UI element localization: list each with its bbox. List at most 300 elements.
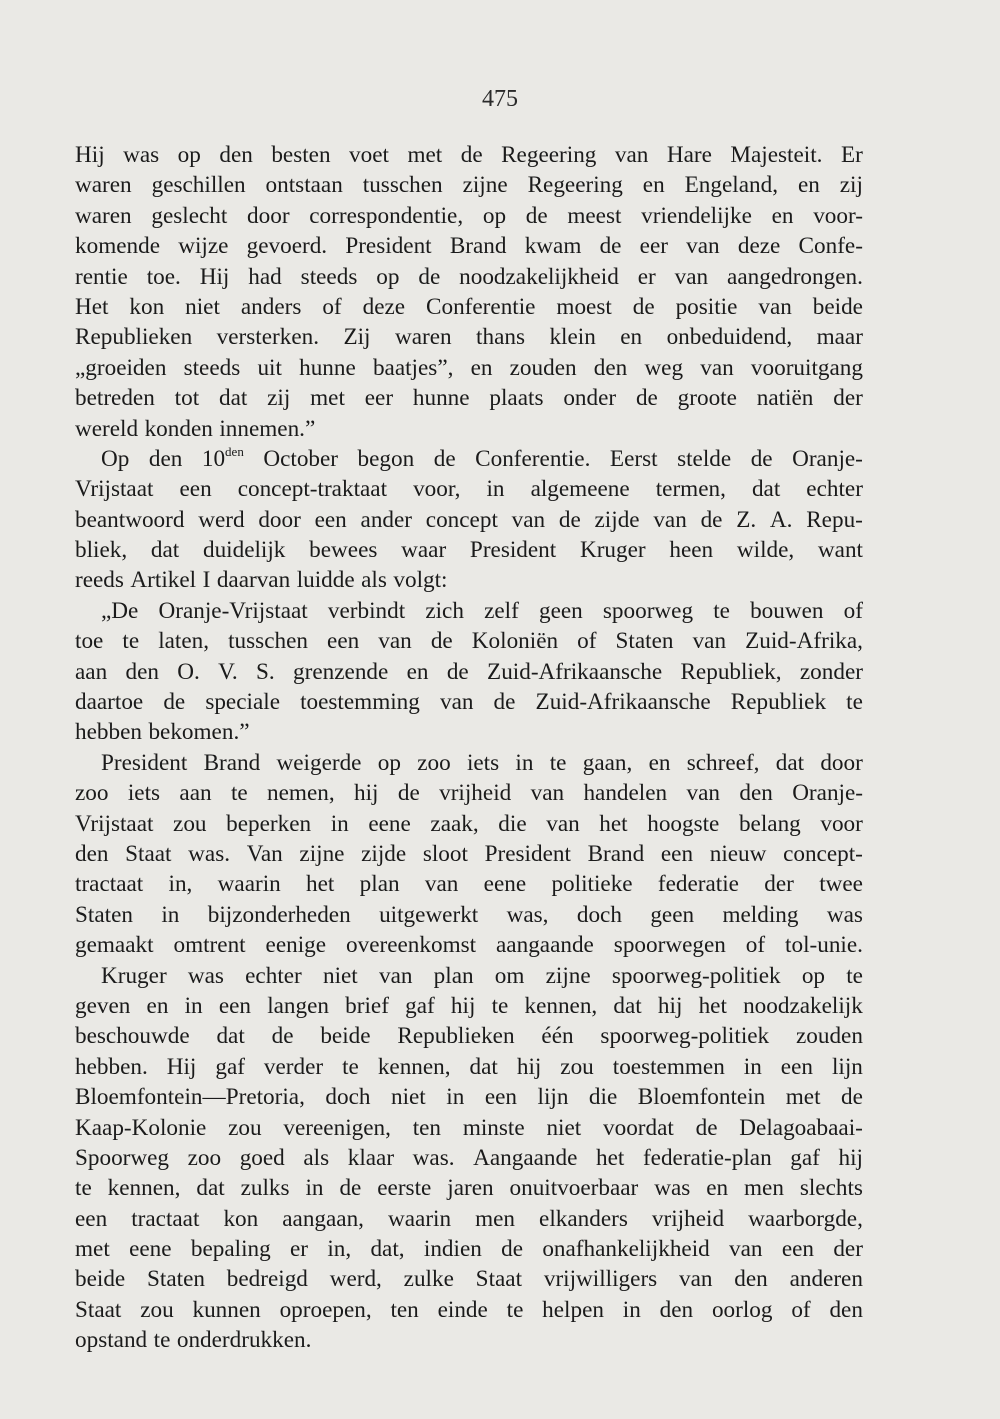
- word: der: [833, 1236, 863, 1263]
- text-line: [75, 140, 863, 170]
- word: gevoerd.: [246, 233, 328, 260]
- word: de: [750, 445, 773, 472]
- word: Regeering: [527, 172, 623, 199]
- word: bewees: [309, 537, 378, 564]
- text-line: [75, 262, 863, 292]
- word: Confe-: [798, 233, 863, 260]
- word: op: [482, 202, 507, 229]
- word: I: [202, 567, 211, 594]
- word: niet: [390, 1084, 426, 1111]
- word: de: [397, 780, 420, 807]
- word: de: [635, 385, 658, 412]
- body-text: [75, 140, 863, 1356]
- word: algemeene: [530, 476, 630, 503]
- word: was: [123, 142, 160, 168]
- text-line: [75, 1264, 863, 1294]
- word: door: [247, 202, 290, 229]
- word: in: [743, 1053, 762, 1080]
- word: begon: [357, 445, 415, 472]
- word: hij: [838, 1144, 863, 1171]
- word: Kruger: [579, 537, 646, 564]
- word: waren: [75, 172, 132, 199]
- word: plaats: [489, 385, 544, 412]
- word: federatie: [657, 871, 739, 898]
- word: iets: [127, 780, 161, 807]
- word: goed: [239, 1144, 285, 1171]
- word: was.: [188, 840, 231, 867]
- word: den: [148, 445, 183, 472]
- word: het: [698, 992, 727, 1019]
- word: helpen: [542, 1296, 604, 1323]
- word: waar: [401, 537, 447, 564]
- word: in: [515, 749, 534, 776]
- word: bouwen: [750, 597, 824, 624]
- word: stelde: [677, 445, 732, 472]
- word: de: [271, 1023, 294, 1050]
- page-number: 475: [482, 86, 518, 112]
- word: de: [525, 202, 548, 229]
- word: Brand: [587, 840, 645, 867]
- word: ten: [412, 1114, 442, 1141]
- word: federatie-plan: [642, 1144, 772, 1171]
- word: onder: [563, 385, 617, 412]
- word: gemaakt: [75, 932, 154, 959]
- word: gaf: [215, 1053, 245, 1080]
- word: de: [430, 628, 453, 655]
- word: twee: [819, 871, 863, 898]
- word: Aangaande: [473, 1144, 578, 1171]
- word: elkanders: [539, 1205, 628, 1232]
- word: den: [659, 1296, 694, 1323]
- word: in: [486, 476, 505, 503]
- word: toestemmen: [612, 1053, 725, 1080]
- word: als: [303, 1144, 330, 1171]
- word: moest: [556, 293, 612, 320]
- word: in: [446, 1084, 465, 1111]
- word: de: [700, 506, 723, 533]
- word: Staten: [75, 901, 133, 928]
- word: eer: [639, 233, 668, 260]
- word: gaf: [405, 992, 435, 1019]
- word: spoorweg-politiek: [611, 962, 781, 989]
- word: er: [290, 1236, 309, 1263]
- word: de: [558, 506, 581, 533]
- text-line: [75, 930, 863, 960]
- word: of: [577, 628, 597, 655]
- word: tractaat: [75, 871, 144, 898]
- word: beperken: [226, 810, 312, 837]
- word: werd,: [329, 1266, 382, 1293]
- word: eenige: [265, 932, 327, 959]
- word: schreef,: [686, 749, 760, 776]
- word: wereld: [75, 415, 139, 442]
- word: in: [622, 1296, 641, 1323]
- word: Zuid-Afrika,: [745, 628, 863, 655]
- word: door: [258, 506, 301, 533]
- word: het: [599, 810, 628, 837]
- word: speciale: [205, 689, 280, 716]
- text-line: [75, 961, 863, 991]
- word: de: [695, 1114, 718, 1141]
- word: Engeland,: [684, 172, 778, 199]
- word: geschillen: [151, 172, 246, 199]
- word: V.: [218, 658, 238, 685]
- word: sloot: [422, 840, 468, 867]
- word: toestemming: [300, 689, 420, 716]
- text-line: [75, 1234, 863, 1264]
- word: van: [653, 506, 687, 533]
- word: zijde: [594, 506, 640, 533]
- word: Het: [75, 293, 109, 320]
- word: doch: [576, 901, 622, 928]
- word: hebben.: [75, 1053, 148, 1080]
- word: eene: [368, 810, 411, 837]
- word: slechts: [799, 1175, 863, 1202]
- text-line: [75, 1325, 863, 1355]
- word: de: [433, 445, 456, 472]
- text-line: [75, 1204, 863, 1234]
- word: geen: [650, 901, 695, 928]
- word: der: [764, 871, 794, 898]
- word: bedreigd: [226, 1266, 308, 1293]
- text-line: [75, 809, 863, 839]
- word: spoorweg-politiek: [600, 1023, 770, 1050]
- word: het: [306, 871, 335, 898]
- word: President: [484, 840, 571, 867]
- word: van: [674, 263, 709, 290]
- word: was: [654, 1175, 691, 1202]
- word: der: [833, 385, 863, 412]
- word: dat: [775, 749, 805, 776]
- word: te: [230, 780, 248, 807]
- word: O.: [177, 658, 200, 685]
- word: vrijwilligers: [543, 1266, 658, 1293]
- word: te: [549, 749, 567, 776]
- word: hoogste: [647, 810, 720, 837]
- word: te: [342, 1053, 359, 1080]
- word: en: [146, 992, 169, 1019]
- word: beantwoord: [75, 506, 185, 533]
- word: was: [187, 962, 224, 989]
- word: eene: [129, 1236, 172, 1263]
- word: nemen,: [267, 780, 335, 807]
- word: zij: [267, 385, 291, 412]
- word: en: [470, 354, 493, 381]
- word: deze: [362, 293, 406, 320]
- word: oproepen,: [279, 1296, 372, 1323]
- word: steeds: [183, 354, 241, 381]
- word: vrijheid: [651, 1205, 725, 1232]
- word: een: [75, 1205, 108, 1232]
- text-line: [75, 535, 863, 565]
- word: van: [439, 689, 474, 716]
- word: Vrijstaat: [75, 476, 154, 503]
- word: vooruitgang: [750, 354, 863, 381]
- word: ontstaan: [265, 172, 343, 199]
- word: Van: [246, 840, 283, 867]
- word: Regeering: [501, 142, 597, 168]
- word: het: [596, 1144, 625, 1171]
- word: politieke: [551, 871, 633, 898]
- word: Staten: [147, 1266, 205, 1293]
- word: op: [377, 749, 401, 776]
- text-line: [75, 596, 863, 626]
- word: den: [829, 1296, 863, 1323]
- word: waarin: [388, 1205, 452, 1232]
- word: geven: [75, 992, 131, 1019]
- word: geen: [538, 597, 583, 624]
- word: en: [648, 749, 671, 776]
- word: een: [327, 628, 360, 655]
- text-line: [75, 231, 863, 261]
- word: Vrijstaat: [75, 810, 154, 837]
- word: klein: [549, 324, 596, 351]
- word: Oranje-: [792, 780, 863, 807]
- word: echter: [806, 476, 863, 503]
- word: Staat: [475, 1266, 523, 1293]
- word: te: [713, 597, 730, 624]
- word: melding: [722, 901, 799, 928]
- word: zou: [140, 1296, 174, 1323]
- text-line: [75, 292, 863, 322]
- word: in,: [327, 1236, 352, 1263]
- word: van: [686, 780, 720, 807]
- word: Staat: [75, 1296, 122, 1323]
- word: door: [820, 749, 863, 776]
- word: reeds: [75, 567, 124, 594]
- word: van: [530, 780, 565, 807]
- text-line: [75, 1052, 863, 1082]
- word: S.: [256, 658, 275, 685]
- word: den: [739, 780, 773, 807]
- word: kennen,: [377, 1053, 451, 1080]
- word: Repu-: [806, 506, 863, 533]
- word: kennen,: [524, 992, 598, 1019]
- word: Staat: [125, 840, 172, 867]
- word: hebben: [75, 719, 142, 746]
- text-line: [75, 1143, 863, 1173]
- word: ander: [360, 506, 413, 533]
- word: dat: [196, 1175, 225, 1202]
- word: van: [729, 1236, 763, 1263]
- word: Delagoabaai-: [739, 1114, 863, 1141]
- word: van: [424, 871, 459, 898]
- word: waarborgde,: [748, 1205, 863, 1232]
- word: en: [642, 172, 665, 199]
- word: te: [491, 992, 509, 1019]
- word: in: [330, 810, 349, 837]
- word: October: [263, 445, 339, 472]
- word: kunnen: [192, 1296, 261, 1323]
- word: zelf: [484, 597, 519, 624]
- word: minste: [462, 1114, 525, 1141]
- word: hij: [354, 780, 379, 807]
- word: te: [846, 689, 863, 716]
- word: noodzakelijkheid: [459, 263, 619, 290]
- word: zou: [173, 810, 207, 837]
- word: voor-: [813, 202, 863, 229]
- word: volgt:: [393, 567, 448, 594]
- word: laten,: [158, 628, 210, 655]
- word: plan: [359, 871, 400, 898]
- word: thans: [476, 324, 525, 351]
- word: waarin: [217, 871, 281, 898]
- word: maar: [816, 324, 863, 351]
- word: einde: [437, 1296, 488, 1323]
- word: van: [692, 628, 727, 655]
- word: echter: [245, 962, 302, 989]
- word: vrijheid: [439, 780, 512, 807]
- word: Conferentie.: [475, 445, 591, 472]
- word: een: [780, 1053, 813, 1080]
- word: Brand: [203, 749, 261, 776]
- word: bekomen.”: [148, 719, 250, 746]
- word: plan: [433, 962, 474, 989]
- word: „De: [101, 597, 139, 624]
- text-line: [75, 626, 863, 656]
- word: Eerst: [609, 445, 658, 472]
- word: Bloemfontein: [637, 1084, 766, 1111]
- word: die: [498, 810, 527, 837]
- text-line: [75, 1295, 863, 1325]
- word: Spoorweg: [75, 1144, 170, 1171]
- word: de: [418, 263, 441, 290]
- word: rentie: [75, 263, 128, 290]
- word: indien: [423, 1236, 482, 1263]
- word: niet: [546, 1114, 582, 1141]
- word: „groeiden: [75, 354, 167, 381]
- word: tot: [174, 385, 200, 412]
- word: en: [797, 172, 820, 199]
- text-line: [75, 991, 863, 1021]
- word: den: [734, 1266, 768, 1293]
- word: zijne: [462, 172, 508, 199]
- text-line: [75, 383, 863, 413]
- word: niet: [185, 293, 220, 320]
- word: te: [153, 1327, 171, 1354]
- word: met: [407, 142, 443, 168]
- word: Kaap-Kolonie: [75, 1114, 207, 1141]
- word: aangaan,: [282, 1205, 364, 1232]
- word: van: [700, 354, 734, 381]
- word: hij: [516, 1053, 542, 1080]
- word: onuitvoerbaar: [509, 1175, 639, 1202]
- word: van: [758, 293, 792, 320]
- word: te: [506, 1296, 524, 1323]
- word: Brand: [449, 233, 507, 260]
- word: weg: [644, 354, 684, 381]
- word: Z.: [736, 506, 757, 533]
- word: voordat: [603, 1114, 674, 1141]
- word: de: [841, 1084, 863, 1111]
- text-line: [75, 657, 863, 687]
- word: deze: [737, 233, 781, 260]
- word: want: [817, 537, 863, 564]
- word: van: [378, 962, 413, 989]
- text-line: [75, 444, 863, 474]
- word: spoorwegen: [613, 932, 726, 959]
- word: konden: [144, 415, 213, 442]
- word: beide: [75, 1266, 126, 1293]
- word: oorlog: [711, 1296, 773, 1323]
- word: termen,: [655, 476, 726, 503]
- word: en: [771, 202, 794, 229]
- word: $10^{den}$: [201, 443, 244, 472]
- word: President: [469, 537, 557, 564]
- word: voet: [349, 142, 389, 168]
- word: groote: [677, 385, 737, 412]
- word: en: [620, 324, 643, 351]
- word: van: [511, 506, 546, 533]
- word: zoo: [417, 749, 451, 776]
- text-line: [75, 900, 863, 930]
- word: Conferentie: [426, 293, 536, 320]
- word: aan: [179, 780, 212, 807]
- word: in: [305, 1175, 324, 1202]
- word: positie: [675, 293, 738, 320]
- word: men: [475, 1205, 516, 1232]
- word: voor: [820, 810, 863, 837]
- word: meest: [567, 202, 622, 229]
- word: van: [378, 628, 412, 655]
- text-line: [75, 414, 863, 444]
- word: nieuw: [709, 840, 767, 867]
- word: om: [494, 962, 525, 989]
- word: zaak,: [430, 810, 479, 837]
- word: Oranje-: [792, 445, 863, 472]
- word: van: [679, 1266, 713, 1293]
- word: wilde,: [736, 537, 795, 564]
- word: of: [843, 597, 863, 624]
- word: Hij: [75, 142, 105, 168]
- word: doch: [325, 1084, 371, 1111]
- word: lijn: [831, 1053, 863, 1080]
- word: zoo: [187, 1144, 222, 1171]
- word: omtrent: [173, 932, 246, 959]
- word: waren: [394, 324, 452, 351]
- word: aangedrongen.: [727, 263, 863, 290]
- word: of: [791, 1296, 811, 1323]
- word: versterken.: [216, 324, 320, 351]
- word: Republieken: [397, 1023, 515, 1050]
- word: had: [248, 263, 282, 290]
- word: Staten: [615, 628, 674, 655]
- text-line: [75, 778, 863, 808]
- word: of: [745, 932, 766, 959]
- word: overeenkomst: [346, 932, 477, 959]
- word: die: [588, 1084, 618, 1111]
- word: werd: [198, 506, 245, 533]
- word: tusschen: [362, 172, 443, 199]
- text-line: [75, 869, 863, 899]
- text-line: [75, 322, 863, 352]
- word: met: [785, 1084, 821, 1111]
- word: Republiek: [730, 689, 827, 716]
- word: hunne: [299, 354, 356, 381]
- word: in: [161, 901, 180, 928]
- word: Zuid-Afrikaansche: [535, 689, 711, 716]
- word: de: [446, 658, 469, 685]
- word: op: [376, 263, 400, 290]
- word: natiën: [756, 385, 814, 412]
- word: in,: [168, 871, 193, 898]
- text-line: [75, 201, 863, 231]
- word: concept: [425, 506, 498, 533]
- word: vriendelijke: [641, 202, 752, 229]
- word: dat: [613, 992, 642, 1019]
- word: dat: [469, 1053, 498, 1080]
- word: bepaling: [190, 1236, 271, 1263]
